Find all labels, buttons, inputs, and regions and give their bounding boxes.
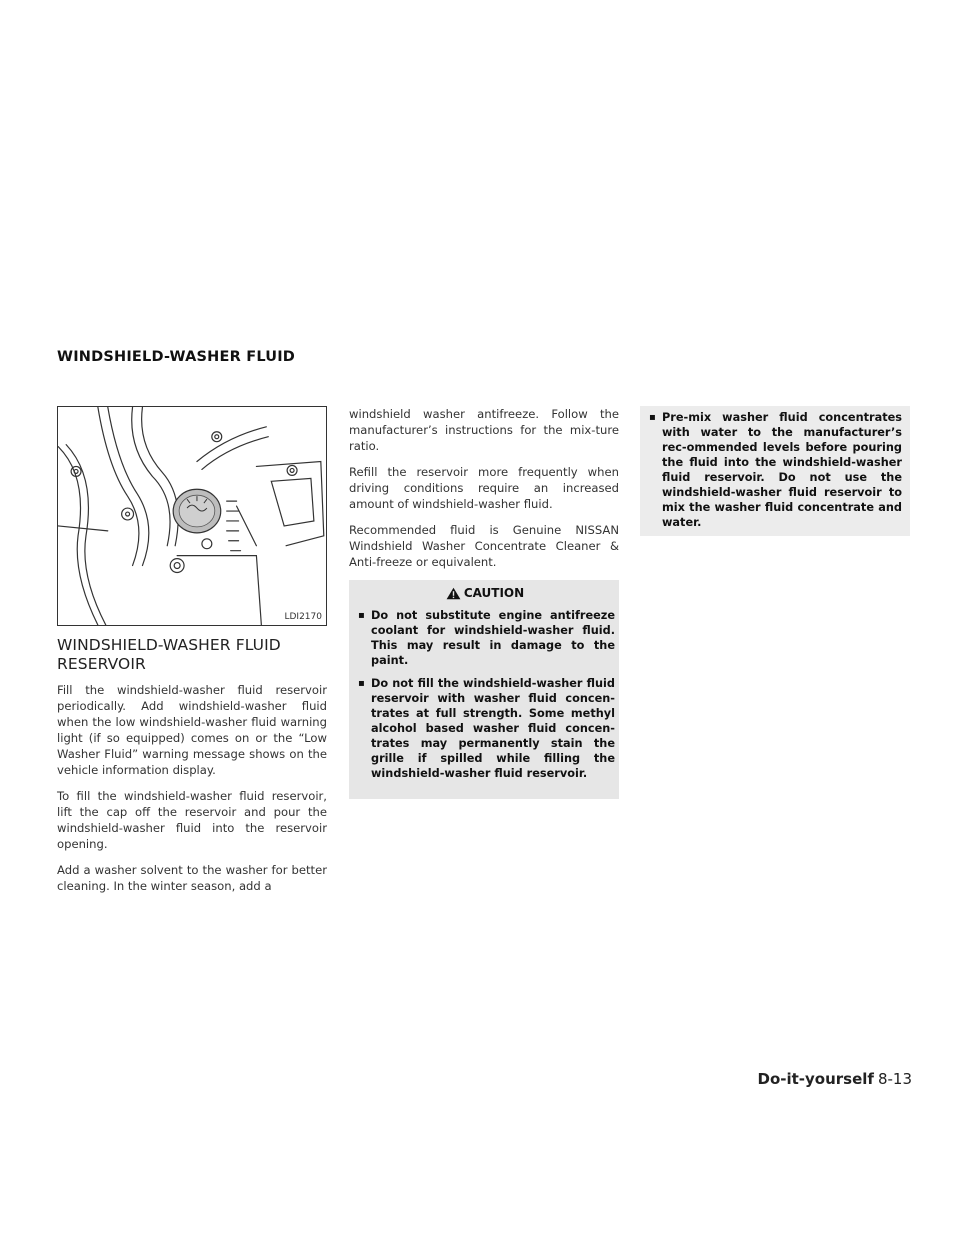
page-footer	[758, 1070, 913, 1088]
caution-continued-box	[640, 406, 910, 536]
caution-list-continued	[646, 410, 902, 530]
caution-box	[349, 580, 619, 799]
paragraph: windshield washer antifreeze. Follow the manufacturer’s instructions for the mix-ture ratio.	[349, 407, 619, 453]
caution-item: ▪ Do not substitute engine antifreeze coolant for windshield-washer fluid. This may result in damage to the paint.	[355, 608, 615, 668]
footer-section-name: Do-it-yourself	[757, 1070, 874, 1088]
section-title: WINDSHIELD-WASHER FLUID	[57, 349, 296, 365]
column-3	[640, 406, 910, 536]
caution-item: ▪ Pre-mix washer fluid concentrates with water to the manufacturer’s rec-ommended levels before pouring the fluid into the windshield-washer fluid reservoir. Do not use the windshield-washer fluid reservoir to mix the washer fluid concentrate and water.	[646, 410, 902, 530]
column-1	[57, 406, 327, 904]
paragraph: Fill the windshield-washer fluid reservoir periodically. Add windshield-washer fluid when the low windshield-washer fluid warning light (if so equipped) comes on or the “Low Washer Fluid” warning message shows on the vehicle information display.	[57, 683, 327, 777]
paragraph: Add a washer solvent to the washer for better cleaning. In the winter season, add a	[57, 863, 327, 893]
subsection-heading: WINDSHIELD-WASHER FLUID RESERVOIR	[57, 636, 281, 673]
caution-list	[355, 608, 615, 781]
paragraph: Refill the reservoir more frequently when driving conditions require an increased amount of windshield-washer fluid.	[349, 465, 619, 511]
caution-header	[355, 586, 615, 600]
caution-item: ▪ Do not fill the windshield-washer fluid reservoir with washer fluid concen-trates at full strength. Some methyl alcohol based washer fluid concen-trates may permanently stain the grille if spilled while filling the windshield-washer fluid reservoir.	[355, 676, 615, 781]
page-number: 8-13	[877, 1070, 912, 1088]
paragraph: Recommended fluid is Genuine NISSAN Windshield Washer Concentrate Cleaner & Anti-freeze or equivalent.	[349, 523, 619, 569]
engine-bay-illustration	[57, 406, 327, 626]
figure-code: LDI2170	[284, 612, 322, 622]
column-2	[349, 406, 619, 799]
washer-reservoir-drawing	[58, 407, 326, 625]
caution-title: CAUTION	[463, 586, 525, 600]
paragraph: To fill the windshield-washer fluid reservoir, lift the cap off the reservoir and pour the windshield-washer fluid into the reservoir opening.	[57, 789, 327, 851]
reservoir-cap	[173, 489, 221, 533]
warning-triangle-icon	[446, 587, 461, 600]
